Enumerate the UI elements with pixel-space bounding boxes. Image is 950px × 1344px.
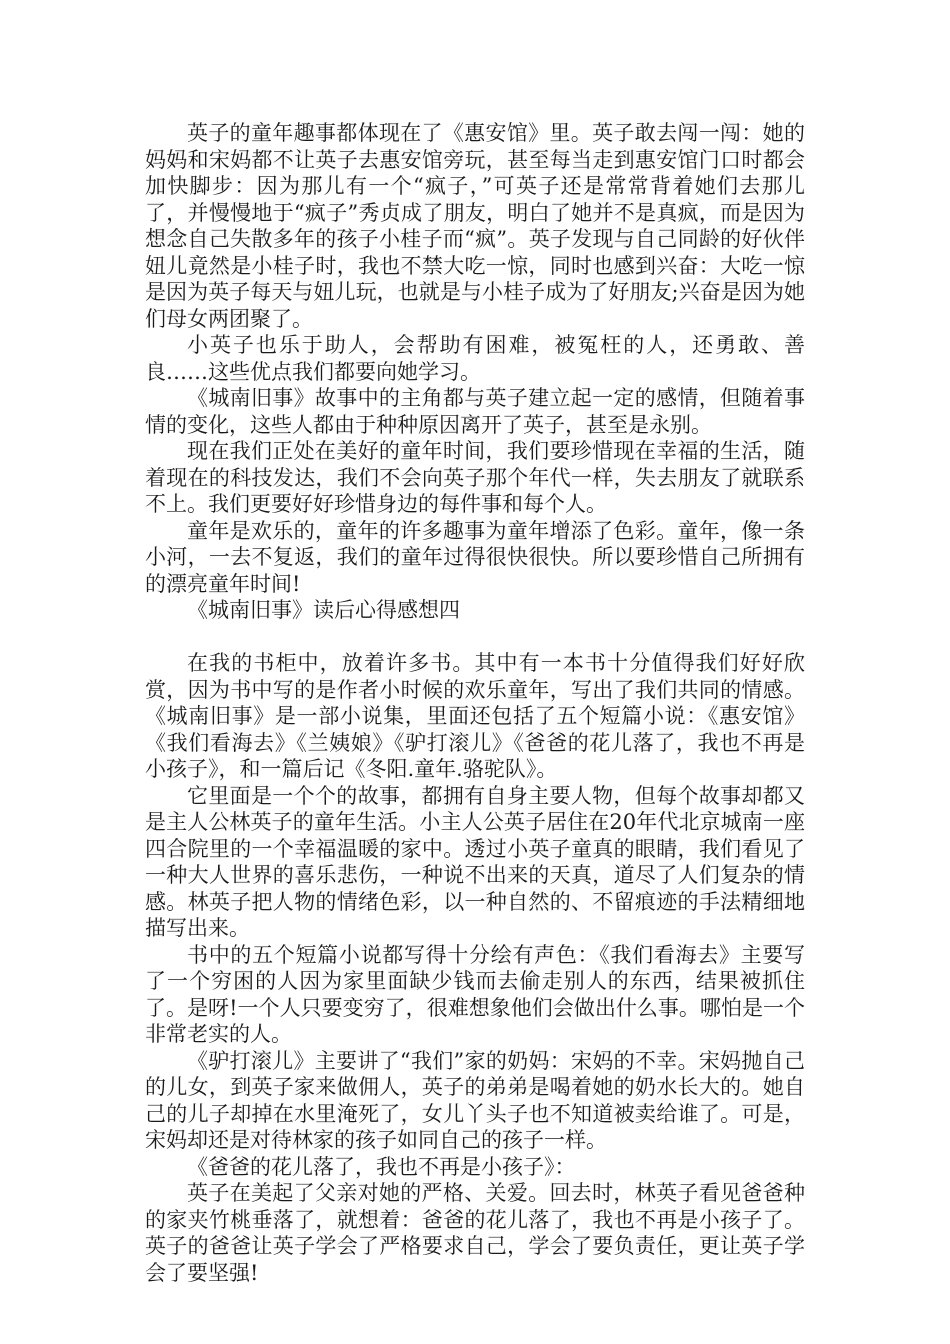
section-heading: 《城南旧事》读后心得感想四: [187, 598, 460, 622]
paragraph-seaside: 书中的五个短篇小说都写得十分绘有声色：《我们看海去》主要写了一个穷困的人因为家里面缺少钱而去偷走别人的东西，结果被抓住了。是呀!一个人只要变穷了，很难想象他们会做出什么事。哪怕是一个非常老实的人。: [145, 942, 805, 1046]
blank-line: [145, 624, 805, 651]
paragraph-childhood: 童年是欢乐的，童年的许多趣事为童年增添了色彩。童年，像一条小河，一去不复返，我们的童年过得很快很快。所以要珍惜自己所拥有的漂亮童年时间!: [145, 518, 805, 596]
paragraph-songma: 《驴打滚儿》主要讲了“我们”家的奶妈：宋妈的不幸。宋妈抛自己的儿女，到英子家来做佣人，英子的弟弟是喝着她的奶水长大的。她自己的儿子却掉在水里淹死了，女儿丫头子也不知道被卖给谁了。可是，宋妈却还是对待林家的孩子如同自己的孩子一样。: [145, 1048, 805, 1152]
paragraph-stories: 它里面是一个个的故事，都拥有自身主要人物，但每个故事却都又是主人公林英子的童年生活。小主人公英子居住在20年代北京城南一座四合院里的一个幸福温暖的家中。透过小英子童真的眼睛，我们看见了一种大人世界的喜乐悲伤，一种说不出来的天真，道尽了人们复杂的情感。林英子把人物的情绪色彩，以一种自然的、不留痕迹的手法精细地描写出来。: [145, 783, 805, 940]
paragraph-father: 英子在美起了父亲对她的严格、关爱。回去时，林英子看见爸爸种的家夹竹桃垂落了，就想着：爸爸的花儿落了，我也不再是小孩子了。英子的爸爸让英子学会了严格要求自己，学会了要负责任，更让英子学会了要坚强!: [145, 1181, 805, 1285]
paragraph-huianguan: 英子的童年趣事都体现在了《惠安馆》里。英子敢去闯一闯：她的妈妈和宋妈都不让英子去惠安馆旁玩，甚至每当走到惠安馆门口时都会加快脚步：因为那儿有一个“疯子，”可英子还是常常背着她们去那儿了，并慢慢地于“疯子”秀贞成了朋友，明白了她并不是真疯，而是因为想念自己失散多年的孩子小桂子而“疯”。英子发现与自己同龄的好伙伴妞儿竟然是小桂子时，我也不禁大吃一惊，同时也感到兴奋：大吃一惊是因为英子每天与妞儿玩，也就是与小桂子成为了好朋友;兴奋是因为她们母女两团聚了。: [145, 121, 805, 331]
paragraph-bookshelf: 在我的书柜中，放着许多书。其中有一本书十分值得我们好好欣赏，因为书中写的是作者小时候的欢乐童年，写出了我们共同的情感。《城南旧事》是一部小说集，里面还包括了五个短篇小说：《惠安馆》《我们看海去》《兰姨娘》《驴打滚儿》《爸爸的花儿落了，我也不再是小孩子》，和一篇后记《冬阳.童年.骆驼队》。: [145, 651, 805, 781]
paragraph-separation: 《城南旧事》故事中的主角都与英子建立起一定的感情，但随着事情的变化，这些人都由于种种原因离开了英子，甚至是永别。: [145, 386, 805, 437]
paragraph-father-title: 《爸爸的花儿落了，我也不再是小孩子》：: [187, 1154, 576, 1179]
paragraph-virtues: 小英子也乐于助人，会帮助有困难，被冤枉的人，还勇敢、善良……这些优点我们都要向她学习。: [145, 333, 805, 384]
article-body: [145, 120, 805, 1286]
paragraph-cherish: 现在我们正处在美好的童年时间，我们要珍惜现在幸福的生活，随着现在的科技发达，我们不会向英子那个年代一样，失去朋友了就联系不上。我们更要好好珍惜身边的每件事和每个人。: [145, 439, 805, 516]
